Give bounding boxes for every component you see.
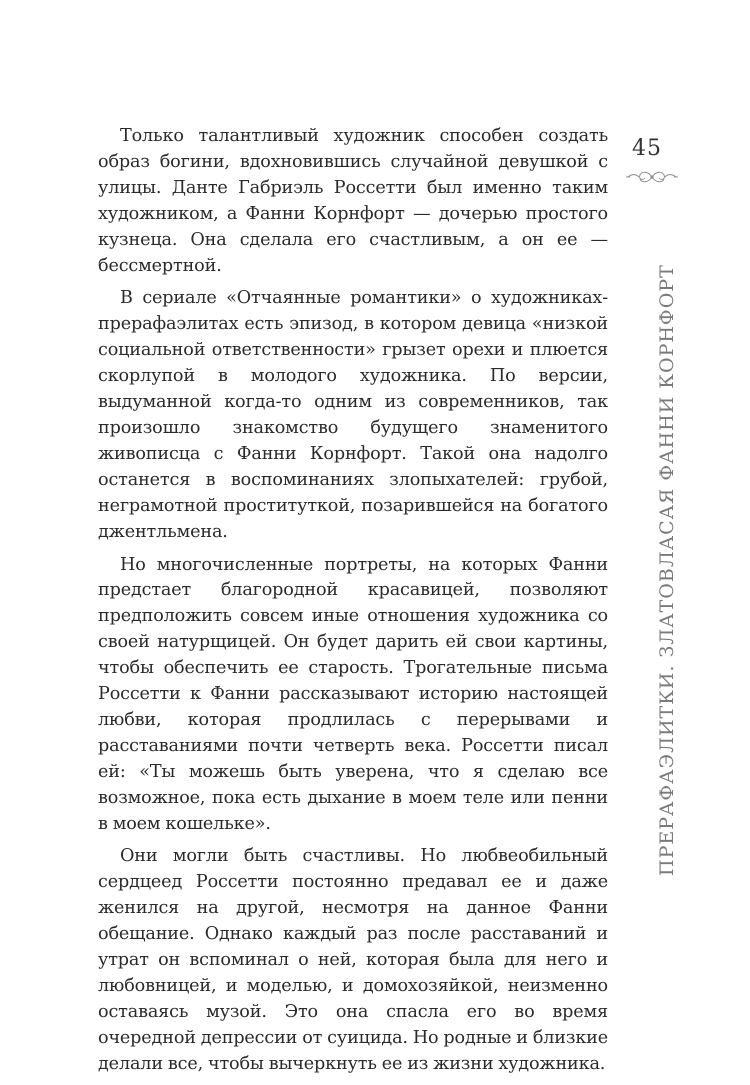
paragraph-1: Только талантливый художник способен создать образ богини, вдохновившись случайной девушкой с улицы. Данте Габриэль Россетти был именно таким художником, а Фанни Корнфорт — дочерью простого кузнеца. Она сделала его счастливым, а он ее — бессмертной. xyxy=(98,126,608,276)
running-head: ПРЕРАФАЭЛИТКИ. ЗЛАТОВЛАСАЯ ФАННИ КОРНФОРТ xyxy=(656,264,678,876)
paragraph-3: Но многочисленные портреты, на которых Фанни предстает благородной красавицей, позволяют предположить совсем иные отношения художника со своей натурщицей. Он будет дарить ей свои картины, чтобы обеспечить ее старость. Трогательные письма Россетти к Фанни рассказывают историю настоящей любви, которая продлилась с перерывами и расставаниями почти четверть века. Россетти писал ей: «Ты можешь быть уверена, что я сделаю все возможное, пока есть дыхание в моем теле или пенни в моем кошельке». xyxy=(98,554,608,834)
paragraph-4: Они могли быть счастливы. Но любвеобильный сердцеед Россетти постоянно предавал ее и даже женился на другой, несмотря на данное Фанни обещание. Однако каждый раз после расставаний и утрат он вспоминал о ней, которая была для него и любовницей, и моделью, и домохозяйкой, неизменно оставаясь музой. Это она спасла его во время очередной депрессии от суицида. Но родные и близкие делали все, чтобы вычеркнуть ее из жизни художника. xyxy=(98,846,608,1074)
body-text xyxy=(98,124,608,1085)
page-number: 45 xyxy=(632,136,662,161)
paragraph-2: В сериале «Отчаянные романтики» о художниках-прерафаэлитах есть эпизод, в котором девица «низкой социальной ответственности» грызет орехи и плюется скорлупой в молодого художника. По версии, выдуманной когда-то одним из современников, так произошло знакомство будущего знаменитого живописца с Фанни Корнфорт. Такой она надолго останется в воспоминаниях злопыхателей: грубой, неграмотной проституткой, позарившейся на богатого джентльмена. xyxy=(98,288,608,542)
flourish-ornament-icon xyxy=(624,168,680,186)
